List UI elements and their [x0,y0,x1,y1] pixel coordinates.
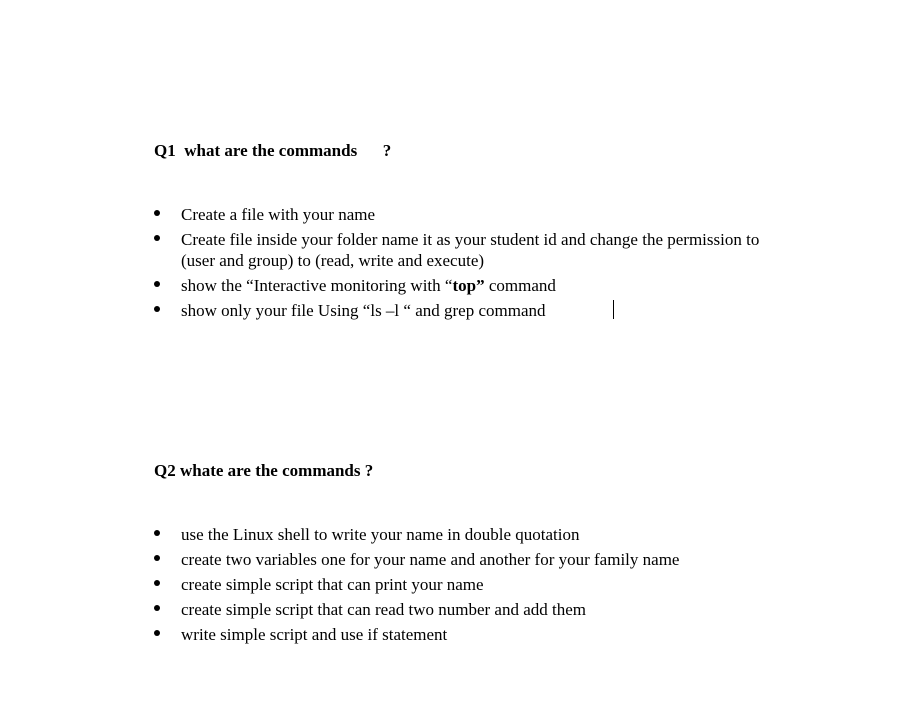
list-item-text-before: show the “Interactive monitoring with “ [181,276,453,295]
bullet-icon [154,555,160,561]
text-cursor [613,300,614,319]
list-item [154,275,794,296]
list-item [154,549,794,570]
bullet-icon [154,605,160,611]
bullet-icon [154,630,160,636]
bullet-icon [154,580,160,586]
list-item-text: write simple script and use if statement [181,625,448,644]
list-item-text-after: command [484,276,556,295]
list-item [154,524,794,545]
bullet-icon [154,306,160,312]
question-2-heading: Q2 whate are the commands ? [154,461,374,480]
list-item [154,574,794,595]
bullet-icon [154,530,160,536]
question-2-list [154,524,794,649]
list-item-text: create simple script that can read two number and add them [181,600,587,619]
list-item-text: Create a file with your name [181,205,376,224]
bullet-icon [154,281,160,287]
list-item-text [181,276,556,295]
question-1-heading: Q1 what are the commands ? [154,141,392,160]
list-item-text: show only your file Using “ls –l “ and grep command [181,301,546,320]
list-item [154,624,794,645]
list-item [154,204,794,225]
list-item [154,229,794,271]
list-item-text: create simple script that can print your name [181,575,484,594]
bullet-icon [154,235,160,241]
list-item-text: Create file inside your folder name it as your student id and change the permission to (user and group) to (read, write and execute) [181,230,760,270]
list-item-text: create two variables one for your name and another for your family name [181,550,680,569]
question-1-list [154,204,794,325]
bullet-icon [154,210,160,216]
list-item-text: use the Linux shell to write your name in double quotation [181,525,580,544]
list-item [154,300,794,321]
list-item-command-name: top” [452,276,485,295]
list-item [154,599,794,620]
